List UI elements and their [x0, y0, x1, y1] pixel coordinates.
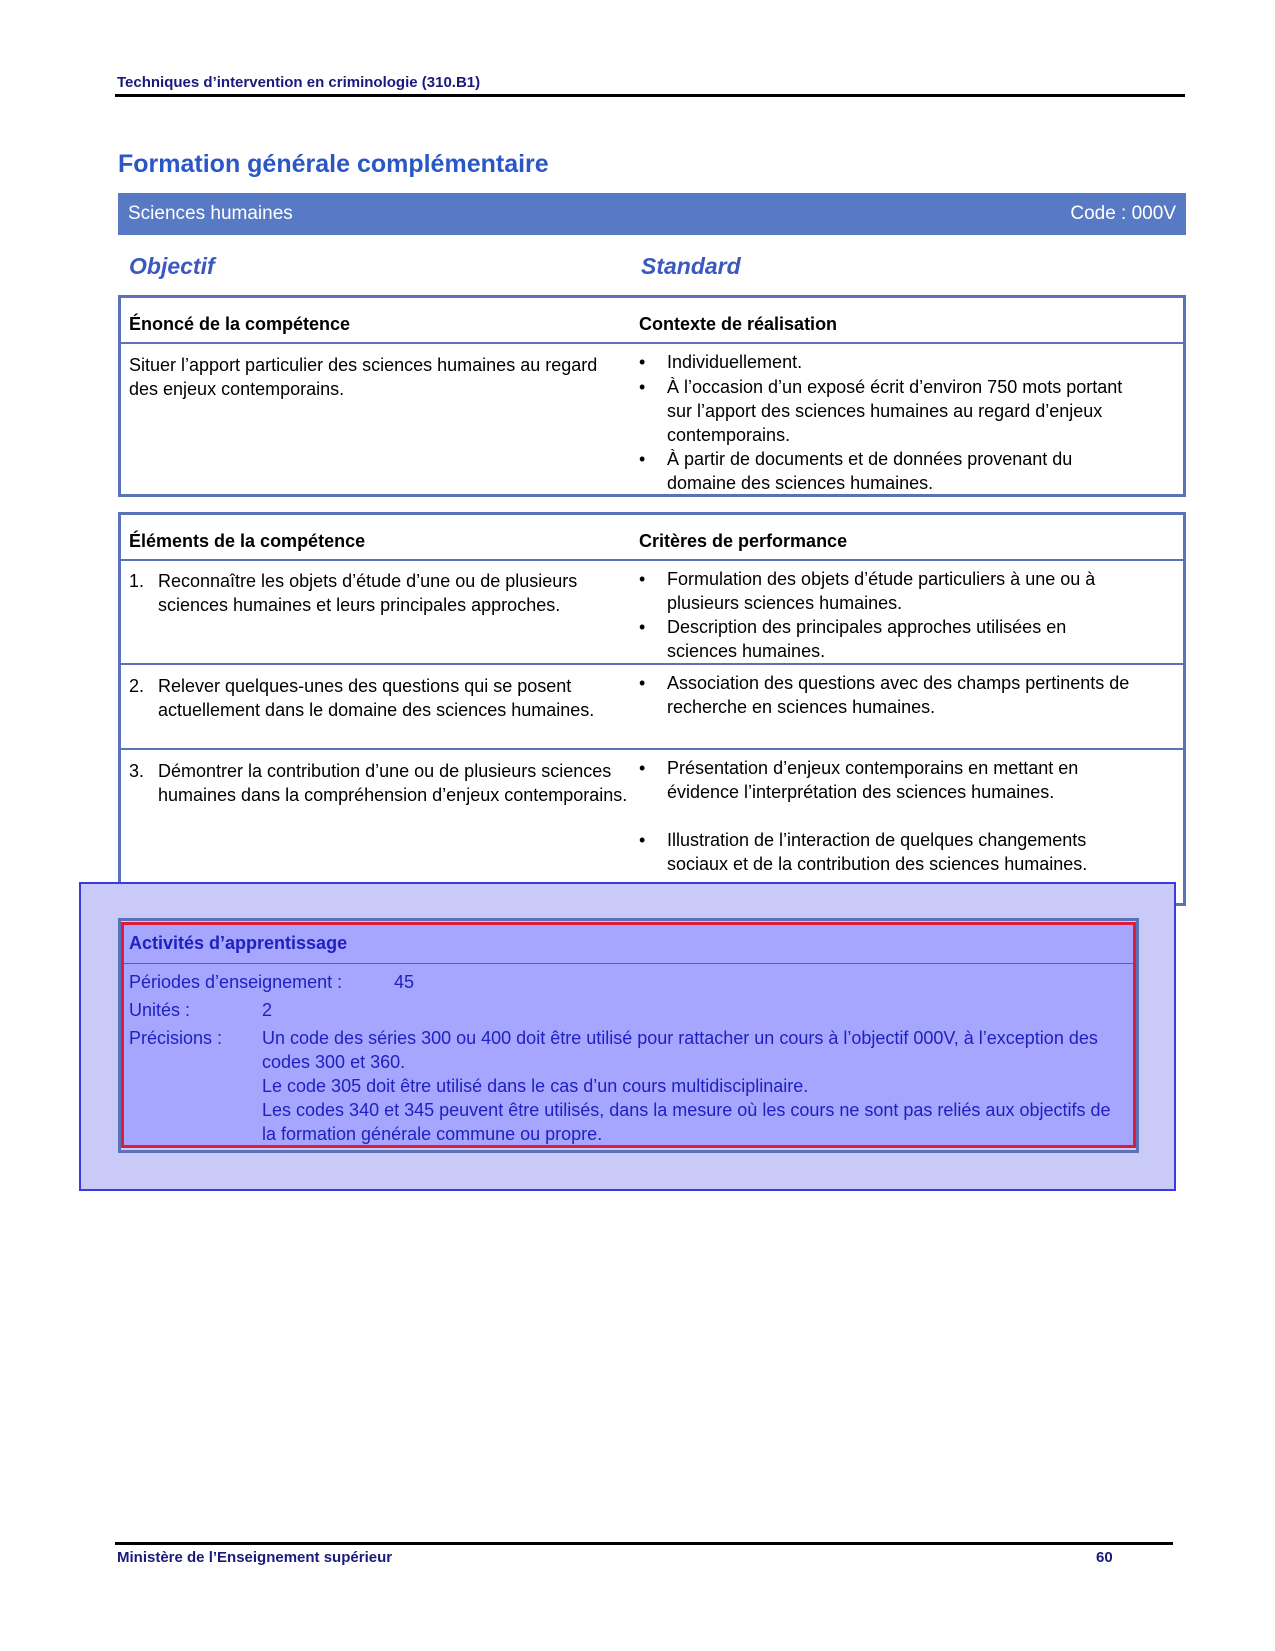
criterion-bullet: • Association des questions avec des champs pertinents de recherche en sciences humaines.: [639, 671, 1137, 719]
subject-name: Sciences humaines: [128, 203, 293, 224]
element-item: [129, 759, 633, 807]
precision-text: Un code des séries 300 ou 400 doit être utilisé pour rattacher un cours à l’objectif 000V, à l’exception des codes 300 et 360.: [262, 1028, 1098, 1072]
element-item: [129, 674, 633, 722]
precisions-label: Précisions :: [129, 1028, 223, 1048]
row-separator: [121, 748, 1183, 750]
elements-header-rule: [121, 559, 1183, 561]
enonce-header-rule: [121, 342, 1183, 344]
page-title: Formation générale complémentaire: [118, 150, 549, 178]
elements-head-right: Critères de performance: [639, 531, 848, 551]
standard-label: Standard: [641, 253, 741, 279]
enonce-head-left: Énoncé de la compétence: [129, 314, 351, 334]
units-value: 2: [262, 1000, 273, 1020]
enonce-text: Situer l’apport particulier des sciences humaines au regard des enjeux contemporains.: [129, 355, 598, 399]
criterion-bullet: • Formulation des objets d’étude particuliers à une ou à plusieurs sciences humaines.: [639, 567, 1137, 615]
element-number: 1.: [129, 571, 145, 591]
elements-head-left: Éléments de la compétence: [129, 531, 366, 551]
context-bullet: • À partir de documents et de données provenant du domaine des sciences humaines.: [639, 447, 1137, 495]
periods-label: Périodes d’enseignement :: [129, 972, 343, 992]
element-number: 3.: [129, 761, 145, 781]
header-rule: [115, 94, 1185, 97]
element-text: Relever quelques-unes des questions qui se posent actuellement dans le domaine des sciences humaines.: [158, 676, 595, 720]
criterion-bullet: • Description des principales approches utilisées en sciences humaines.: [639, 615, 1137, 663]
element-text: Reconnaître les objets d’étude d’une ou de plusieurs sciences humaines et leurs principales approches.: [158, 571, 578, 615]
criterion-bullet: • Illustration de l’interaction de quelques changements sociaux et de la contribution des sciences humaines.: [639, 828, 1137, 876]
footer-rule: [115, 1542, 1173, 1545]
row-separator: [121, 663, 1183, 665]
context-bullet: • Individuellement.: [639, 350, 1137, 374]
context-bullet: • À l’occasion d’un exposé écrit d’environ 750 mots portant sur l’apport des sciences humaines au regard d’enjeux contemporains.: [639, 375, 1137, 447]
activities-header-rule: [124, 963, 1133, 964]
enonce-table: [118, 295, 1186, 497]
precision-text: Le code 305 doit être utilisé dans le cas d’un cours multidisciplinaire.: [262, 1076, 809, 1096]
subject-band: [118, 193, 1186, 235]
element-number: 2.: [129, 676, 145, 696]
running-header: Techniques d’intervention en criminologie (310.B1): [117, 74, 481, 91]
precision-text: Les codes 340 et 345 peuvent être utilisés, dans la mesure où les cours ne sont pas reliés aux objectifs de la formation générale commune ou propre.: [262, 1100, 1111, 1144]
objectif-label: Objectif: [129, 253, 215, 279]
page-number: 60: [1096, 1549, 1113, 1566]
footer-ministry: Ministère de l’Enseignement supérieur: [117, 1549, 393, 1566]
activities-title: Activités d’apprentissage: [129, 933, 348, 953]
elements-table: [118, 512, 1186, 906]
units-label: Unités :: [129, 1000, 191, 1020]
element-item: [129, 569, 633, 617]
criterion-bullet: • Présentation d’enjeux contemporains en mettant en évidence l’interprétation des sciences humaines.: [639, 756, 1137, 804]
enonce-head-right: Contexte de réalisation: [639, 314, 838, 334]
element-text: Démontrer la contribution d’une ou de plusieurs sciences humaines dans la compréhension d’enjeux contemporains.: [158, 761, 628, 805]
periods-value: 45: [394, 972, 415, 992]
subject-code: Code : 000V: [1070, 203, 1176, 224]
